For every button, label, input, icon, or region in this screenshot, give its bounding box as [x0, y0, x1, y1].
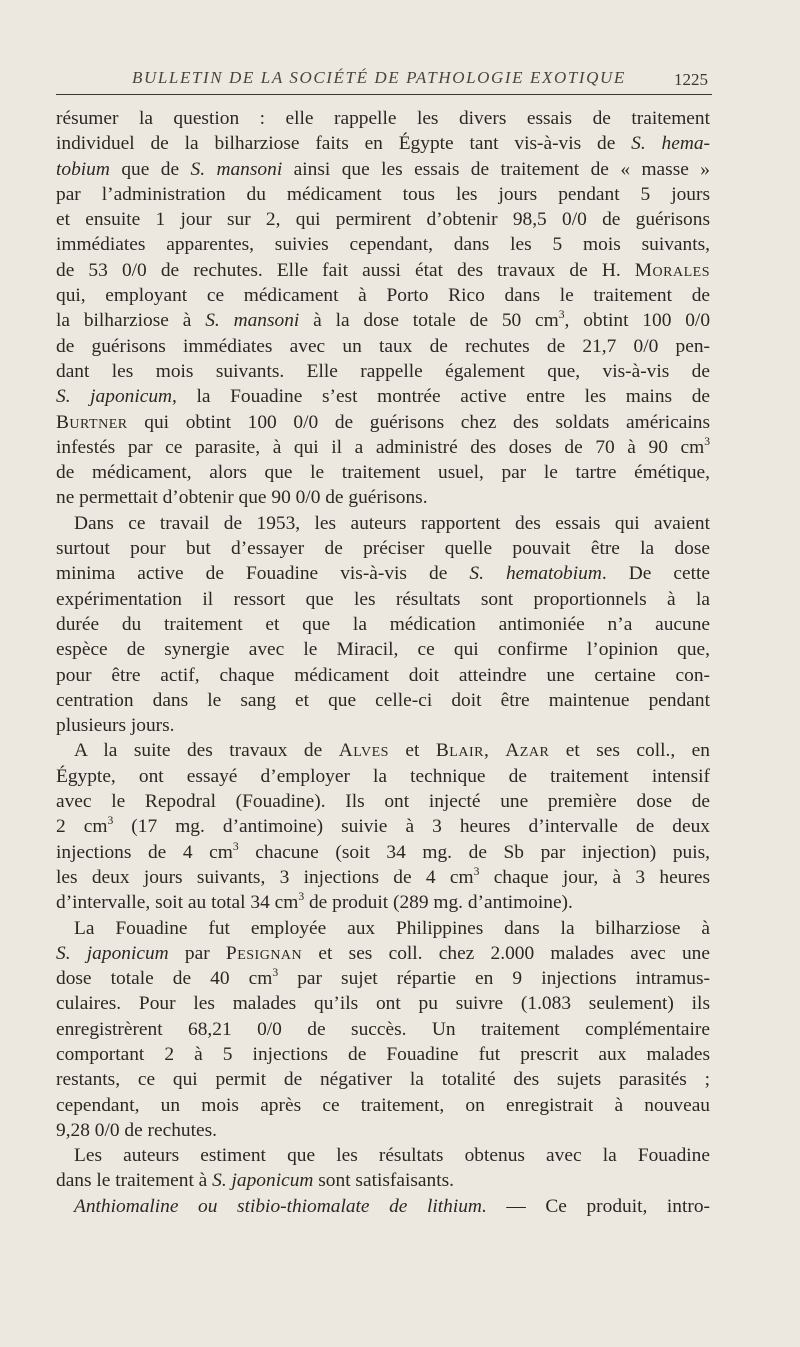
- text-segment: qui obtint 100 0/0 de guérisons chez des soldats américains: [127, 411, 710, 433]
- text-line: [56, 916, 710, 941]
- author-name: Pesignan: [225, 942, 303, 964]
- text-segment: pour être actif, chaque médicament doit atteindre une certaine con-: [56, 664, 710, 686]
- text-line: [56, 814, 710, 839]
- text-line: [56, 485, 710, 510]
- italic-text: S. japonicum: [56, 386, 173, 408]
- text-line: [56, 688, 710, 713]
- text-segment: par: [168, 942, 226, 964]
- text-segment: par sujet répartie en 9 injections intramus-: [278, 968, 710, 990]
- text-line: [56, 890, 710, 915]
- text-line: [56, 131, 710, 156]
- text-segment: résumer la question : elle rappelle les divers essais de traitement: [56, 108, 710, 129]
- text-line: [56, 1017, 710, 1042]
- text-segment: de guérisons immédiates avec un taux de rechutes de 21,7 0/0 pen-: [56, 335, 710, 357]
- text-line: [56, 738, 710, 763]
- text-segment: immédiates apparentes, suivies cependant, dans les 5 mois suivants,: [56, 234, 710, 256]
- text-segment: A la suite des travaux de: [74, 740, 339, 762]
- text-segment: espèce de synergie avec le Miracil, ce qui confirme l’opinion que,: [56, 639, 710, 661]
- author-name: Burtner: [56, 411, 128, 433]
- italic-text: Anthiomaline ou stibio-thiomalate de lithium.: [74, 1195, 487, 1217]
- text-segment: . De cette: [601, 563, 710, 585]
- text-line: [56, 106, 710, 131]
- text-segment: par l’administration du médicament tous les jours pendant 5 jours: [56, 183, 710, 205]
- author-name: Morales: [634, 259, 710, 281]
- text-line: [56, 334, 710, 359]
- text-segment: enregistrèrent 68,21 0/0 de succès. Un traitement complémentaire: [56, 1018, 710, 1040]
- text-line: [56, 359, 710, 384]
- text-segment: et ses coll. chez 2.000 malades avec une: [302, 942, 710, 964]
- text-line: [56, 435, 710, 460]
- text-segment: ainsi que les essais de traitement de « masse »: [282, 158, 710, 180]
- text-segment: (17 mg. d’antimoine) suivie à 3 heures d’intervalle de deux: [113, 816, 710, 838]
- text-segment: surtout pour but d’essayer de préciser quelle pouvait être la dose: [56, 538, 710, 560]
- text-segment: avec le Repodral (Fouadine). Ils ont injecté une première dose de: [56, 791, 710, 813]
- text-segment: comportant 2 à 5 injections de Fouadine fut prescrit aux malades: [56, 1043, 710, 1065]
- superscript: 3: [704, 434, 710, 448]
- text-segment: et: [388, 740, 436, 762]
- superscript: 3: [558, 308, 565, 322]
- text-segment: et ses coll., en: [549, 740, 710, 762]
- text-line: [56, 1168, 710, 1193]
- text-line: [56, 410, 710, 435]
- text-segment: Les auteurs estiment que les résultats obtenus avec la Fouadine: [74, 1145, 710, 1167]
- text-segment: restants, ce qui permit de négativer la totalité des sujets parasités ;: [56, 1069, 710, 1091]
- text-line: [56, 561, 710, 586]
- body-text: [56, 106, 710, 1219]
- text-segment: et ensuite 1 jour sur 2, qui permirent d’obtenir 98,5 0/0 de guérisons: [56, 209, 710, 231]
- text-line: [56, 1143, 710, 1168]
- author-name: Blair: [435, 740, 484, 762]
- text-segment: la bilharziose à: [56, 310, 206, 332]
- italic-text: S. mansoni: [190, 158, 283, 180]
- text-line: [56, 283, 710, 308]
- superscript: 3: [107, 814, 114, 828]
- text-line: [56, 232, 710, 257]
- text-segment: chacune (soit 34 mg. de Sb par injection) puis,: [238, 841, 710, 863]
- text-segment: de produit (289 mg. d’antimoine).: [304, 892, 573, 914]
- text-line: [56, 207, 710, 232]
- text-line: [56, 637, 710, 662]
- text-segment: à la dose totale de 50 cm: [299, 310, 559, 332]
- author-name: Alves: [338, 740, 389, 762]
- text-segment: Dans ce travail de 1953, les auteurs rapportent des essais qui avaient: [74, 512, 710, 534]
- page-header: [56, 66, 712, 95]
- text-line: [56, 1118, 710, 1143]
- text-segment: , la Fouadine s’est montrée active entre les mains de: [172, 386, 710, 408]
- text-line: [56, 764, 710, 789]
- text-segment: ,: [483, 740, 506, 762]
- italic-text: S. mansoni: [205, 310, 300, 332]
- text-line: [56, 182, 710, 207]
- superscript: 3: [232, 839, 239, 853]
- superscript: 3: [473, 864, 480, 878]
- text-line: [56, 460, 710, 485]
- text-segment: sont satisfaisants.: [313, 1170, 454, 1192]
- superscript: 3: [272, 965, 279, 979]
- text-segment: de 53 0/0 de rechutes. Elle fait aussi état des travaux de H.: [56, 259, 635, 281]
- text-line: [56, 612, 710, 637]
- text-segment: dans le traitement à: [56, 1170, 213, 1192]
- text-line: [56, 258, 710, 283]
- page-number: 1225: [674, 70, 708, 89]
- text-segment: expérimentation il ressort que les résultats sont proportionnels à la: [56, 588, 710, 610]
- text-segment: qui, employant ce médicament à Porto Rico dans le traitement de: [56, 285, 710, 307]
- text-segment: minima active de Fouadine vis-à-vis de: [56, 563, 470, 585]
- text-segment: individuel de la bilharziose faits en Égypte tant vis-à-vis de: [56, 133, 632, 155]
- text-segment: culaires. Pour les malades qu’ils ont pu suivre (1.083 seulement) ils: [56, 993, 710, 1015]
- text-segment: infestés par ce parasite, à qui il a administré des doses de 70 à 90 cm: [56, 436, 705, 458]
- text-segment: que de: [109, 158, 191, 180]
- text-line: [56, 663, 710, 688]
- text-segment: chaque jour, à 3 heures: [479, 866, 710, 888]
- text-segment: d’intervalle, soit au total 34 cm: [56, 892, 299, 914]
- running-head: BULLETIN DE LA SOCIÉTÉ DE PATHOLOGIE EXOTIQUE: [132, 68, 626, 87]
- text-segment: centration dans le sang et que celle-ci doit être maintenue pendant: [56, 689, 710, 711]
- text-segment: 2 cm: [56, 816, 108, 838]
- text-line: [56, 308, 710, 333]
- text-segment: ne permettait d’obtenir que 90 0/0 de guérisons.: [56, 487, 428, 509]
- text-line: [56, 840, 710, 865]
- text-line: [56, 587, 710, 612]
- text-segment: injections de 4 cm: [56, 841, 233, 863]
- text-segment: dose totale de 40 cm: [56, 968, 273, 990]
- text-segment: Égypte, ont essayé d’employer la technique de traitement intensif: [56, 765, 710, 787]
- superscript: 3: [298, 890, 305, 904]
- text-line: [56, 713, 710, 738]
- text-segment: de médicament, alors que le traitement usuel, par le tartre émétique,: [56, 462, 710, 484]
- text-segment: — Ce produit, intro-: [486, 1195, 710, 1217]
- text-segment: La Fouadine fut employée aux Philippines dans la bilharziose à: [74, 917, 710, 939]
- text-segment: les deux jours suivants, 3 injections de 4 cm: [56, 866, 474, 888]
- text-line: [56, 384, 710, 409]
- italic-text: S. japonicum: [56, 942, 169, 964]
- text-segment: plusieurs jours.: [56, 715, 175, 737]
- text-segment: 9,28 0/0 de rechutes.: [56, 1119, 218, 1141]
- text-line: [56, 865, 710, 890]
- text-line: [56, 1067, 710, 1092]
- text-line: [56, 1194, 710, 1219]
- italic-text: S. hematobium: [469, 563, 602, 585]
- text-line: [56, 157, 710, 182]
- text-line: [56, 966, 710, 991]
- author-name: Azar: [505, 740, 550, 762]
- italic-text: S. japonicum: [212, 1170, 314, 1192]
- text-line: [56, 1093, 710, 1118]
- text-line: [56, 941, 710, 966]
- italic-text: tobium: [56, 158, 110, 180]
- text-line: [56, 536, 710, 561]
- text-segment: , obtint 100 0/0: [564, 310, 711, 332]
- text-line: [56, 511, 710, 536]
- text-segment: durée du traitement et que la médication antimoniée n’a aucune: [56, 613, 710, 635]
- text-line: [56, 789, 710, 814]
- text-segment: cependant, un mois après ce traitement, on enregistrait à nouveau: [56, 1094, 710, 1116]
- text-segment: dant les mois suivants. Elle rappelle également que, vis-à-vis de: [56, 360, 710, 382]
- text-line: [56, 991, 710, 1016]
- italic-text: S. hema-: [631, 133, 710, 155]
- text-line: [56, 1042, 710, 1067]
